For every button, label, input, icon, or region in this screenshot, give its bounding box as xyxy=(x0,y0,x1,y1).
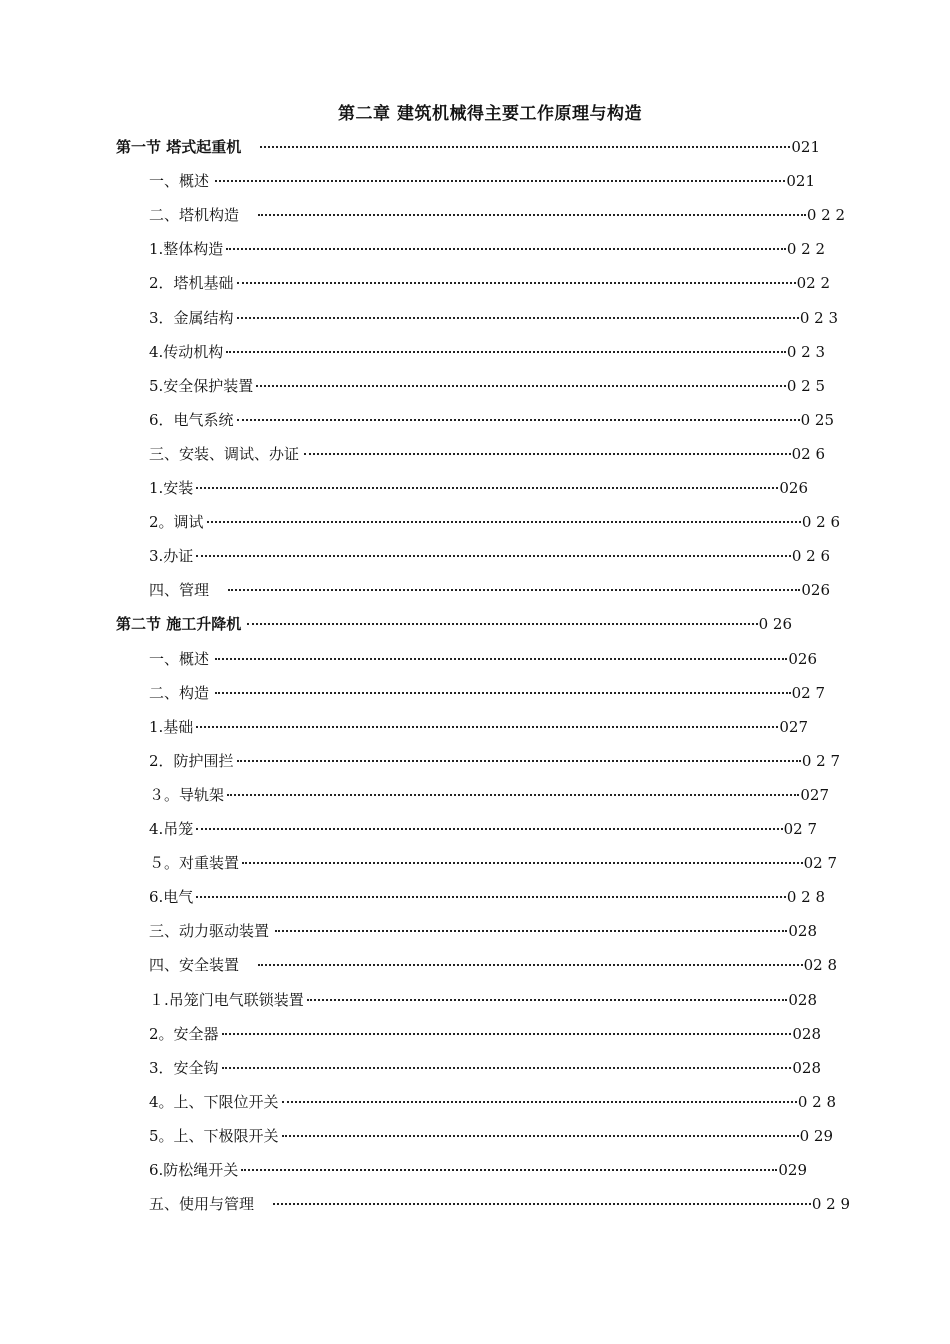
toc-label: 四、安全装置 xyxy=(149,956,240,975)
dot-leader xyxy=(228,589,800,591)
toc-item xyxy=(149,340,825,364)
toc-item xyxy=(149,919,817,943)
toc-page-number: 0 26 xyxy=(758,615,792,634)
toc-page-number: 02 8 xyxy=(803,956,837,975)
toc-page-number: 0 2 3 xyxy=(786,342,825,361)
toc-label: 2。安全器 xyxy=(149,1024,219,1043)
toc-label: 5.安全保护装置 xyxy=(149,376,254,395)
toc-item xyxy=(149,715,808,739)
toc-item xyxy=(149,169,815,193)
dot-leader xyxy=(237,760,801,762)
toc-label: 五、使用与管理 xyxy=(149,1195,255,1214)
toc-label: 一、概述 xyxy=(149,172,210,191)
toc-item xyxy=(149,510,840,534)
dot-leader xyxy=(215,180,785,182)
toc-page-number: 02 2 xyxy=(796,274,830,293)
dot-leader xyxy=(282,1135,799,1137)
toc-label: 3.办证 xyxy=(149,547,194,566)
toc-page-number: 027 xyxy=(800,785,829,804)
toc-page-number: 0 2 2 xyxy=(786,240,825,259)
dot-leader xyxy=(226,351,786,353)
dot-leader xyxy=(196,828,782,830)
toc-item xyxy=(149,1158,807,1182)
toc-page-number: 028 xyxy=(788,990,817,1009)
toc-label: 4.传动机构 xyxy=(149,342,224,361)
toc-page-number: 027 xyxy=(779,717,808,736)
toc-label: 4.吊笼 xyxy=(149,820,194,838)
toc-label: 6．电气系统 xyxy=(149,410,234,429)
toc-label: 2．塔机基础 xyxy=(149,274,234,293)
toc-item xyxy=(149,851,837,875)
dot-leader xyxy=(196,896,786,898)
dot-leader xyxy=(304,453,791,455)
toc-label: 第一节 塔式起重机 xyxy=(116,138,242,156)
dot-leader xyxy=(241,1169,777,1171)
toc-item xyxy=(149,885,825,909)
toc-item xyxy=(149,783,829,807)
dot-leader xyxy=(275,930,787,932)
toc-page-number: 026 xyxy=(788,649,817,668)
toc-section xyxy=(116,135,820,159)
toc-page-number: 0 2 7 xyxy=(801,751,840,770)
toc-label: 5。上、下极限开关 xyxy=(149,1126,279,1145)
dot-leader xyxy=(237,419,800,421)
toc-label: 3．安全钩 xyxy=(149,1058,219,1077)
toc-item xyxy=(149,1056,821,1080)
toc-page-number: 02 7 xyxy=(783,820,817,838)
toc-section xyxy=(116,612,792,636)
toc-item xyxy=(149,374,825,398)
toc-item xyxy=(149,1022,821,1046)
dot-leader xyxy=(227,794,799,796)
toc-label: 四、管理 xyxy=(149,581,210,600)
toc-item xyxy=(149,953,837,977)
dot-leader xyxy=(282,1101,797,1103)
toc-item xyxy=(149,1090,836,1114)
toc-page-number: 0 2 6 xyxy=(791,547,830,566)
toc-label: 1.安装 xyxy=(149,479,194,497)
toc-page-number: 028 xyxy=(792,1058,821,1077)
toc-item xyxy=(149,1124,833,1148)
toc-item xyxy=(149,544,830,568)
toc-page-number: 02 6 xyxy=(791,444,825,463)
dot-leader xyxy=(207,521,801,523)
chapter-title: 第二章 建筑机械得主要工作原理与构造 xyxy=(338,104,642,124)
toc-item xyxy=(149,681,825,705)
toc-page-number: 026 xyxy=(779,479,808,497)
toc-item xyxy=(149,237,825,261)
toc-label: 2。调试 xyxy=(149,513,204,532)
dot-leader xyxy=(222,1033,792,1035)
toc-page-number: 029 xyxy=(778,1161,807,1179)
dot-leader xyxy=(242,862,803,864)
toc-item xyxy=(149,578,830,602)
toc-label: 三、安装、调试、办证 xyxy=(149,444,300,463)
toc-item xyxy=(149,988,817,1012)
toc-item xyxy=(149,647,817,671)
toc-item xyxy=(149,817,817,841)
dot-leader xyxy=(260,146,790,148)
toc-label: ５。对重装置 xyxy=(149,854,240,873)
dot-leader xyxy=(237,317,799,319)
toc-page-number: 028 xyxy=(792,1024,821,1043)
toc-label: 第二节 施工升降机 xyxy=(116,615,242,634)
dot-leader xyxy=(215,658,787,660)
toc-label: 二、构造 xyxy=(149,683,210,702)
toc-page-number: 0 2 9 xyxy=(811,1195,850,1214)
toc-item xyxy=(149,749,840,773)
toc-page-number: 026 xyxy=(801,581,830,600)
dot-leader xyxy=(222,1067,792,1069)
toc-item xyxy=(149,203,845,227)
toc-label: 2．防护围拦 xyxy=(149,751,234,770)
toc-label: 1.基础 xyxy=(149,717,194,736)
toc-page-number: 02 7 xyxy=(791,683,825,702)
toc-page-number: 0 2 3 xyxy=(799,308,838,327)
toc-page-number: 02 7 xyxy=(803,854,837,873)
dot-leader xyxy=(258,964,803,966)
toc-page-number: 0 29 xyxy=(799,1126,833,1145)
dot-leader xyxy=(215,692,791,694)
dot-leader xyxy=(307,999,788,1001)
toc-page-number: 0 2 8 xyxy=(786,888,825,907)
dot-leader xyxy=(196,487,778,489)
dot-leader xyxy=(258,214,806,216)
toc-page-number: 021 xyxy=(786,172,815,191)
toc-page-number: 0 2 6 xyxy=(801,513,840,532)
toc-label: 1.整体构造 xyxy=(149,240,224,259)
toc-item xyxy=(149,442,825,466)
dot-leader xyxy=(256,385,786,387)
toc-page-number: 0 2 2 xyxy=(806,206,845,225)
toc-item xyxy=(149,1192,850,1216)
toc-label: 6.电气 xyxy=(149,888,194,907)
toc-label: ３。导轨架 xyxy=(149,785,225,804)
toc-page-number: 0 2 8 xyxy=(797,1092,836,1111)
toc-label: 3．金属结构 xyxy=(149,308,234,327)
dot-leader xyxy=(196,555,791,557)
toc-page-number: 028 xyxy=(788,922,817,941)
dot-leader xyxy=(247,623,757,625)
toc-label: 6.防松绳开关 xyxy=(149,1161,239,1179)
toc-item xyxy=(149,306,838,330)
toc-label: 一、概述 xyxy=(149,649,210,668)
toc-item xyxy=(149,408,834,432)
toc-item xyxy=(149,476,808,500)
dot-leader xyxy=(273,1203,811,1205)
dot-leader xyxy=(226,248,786,250)
toc-label: 4。上、下限位开关 xyxy=(149,1092,279,1111)
toc-label: 二、塔机构造 xyxy=(149,206,240,225)
toc-page-number: 0 25 xyxy=(800,410,834,429)
toc-page-number: 021 xyxy=(791,138,820,156)
dot-leader xyxy=(196,726,778,728)
toc-item xyxy=(149,271,830,295)
toc-page-number: 0 2 5 xyxy=(786,376,825,395)
dot-leader xyxy=(237,282,796,284)
toc-label: １.吊笼门电气联锁装置 xyxy=(149,990,304,1009)
toc-label: 三、动力驱动装置 xyxy=(149,922,270,941)
